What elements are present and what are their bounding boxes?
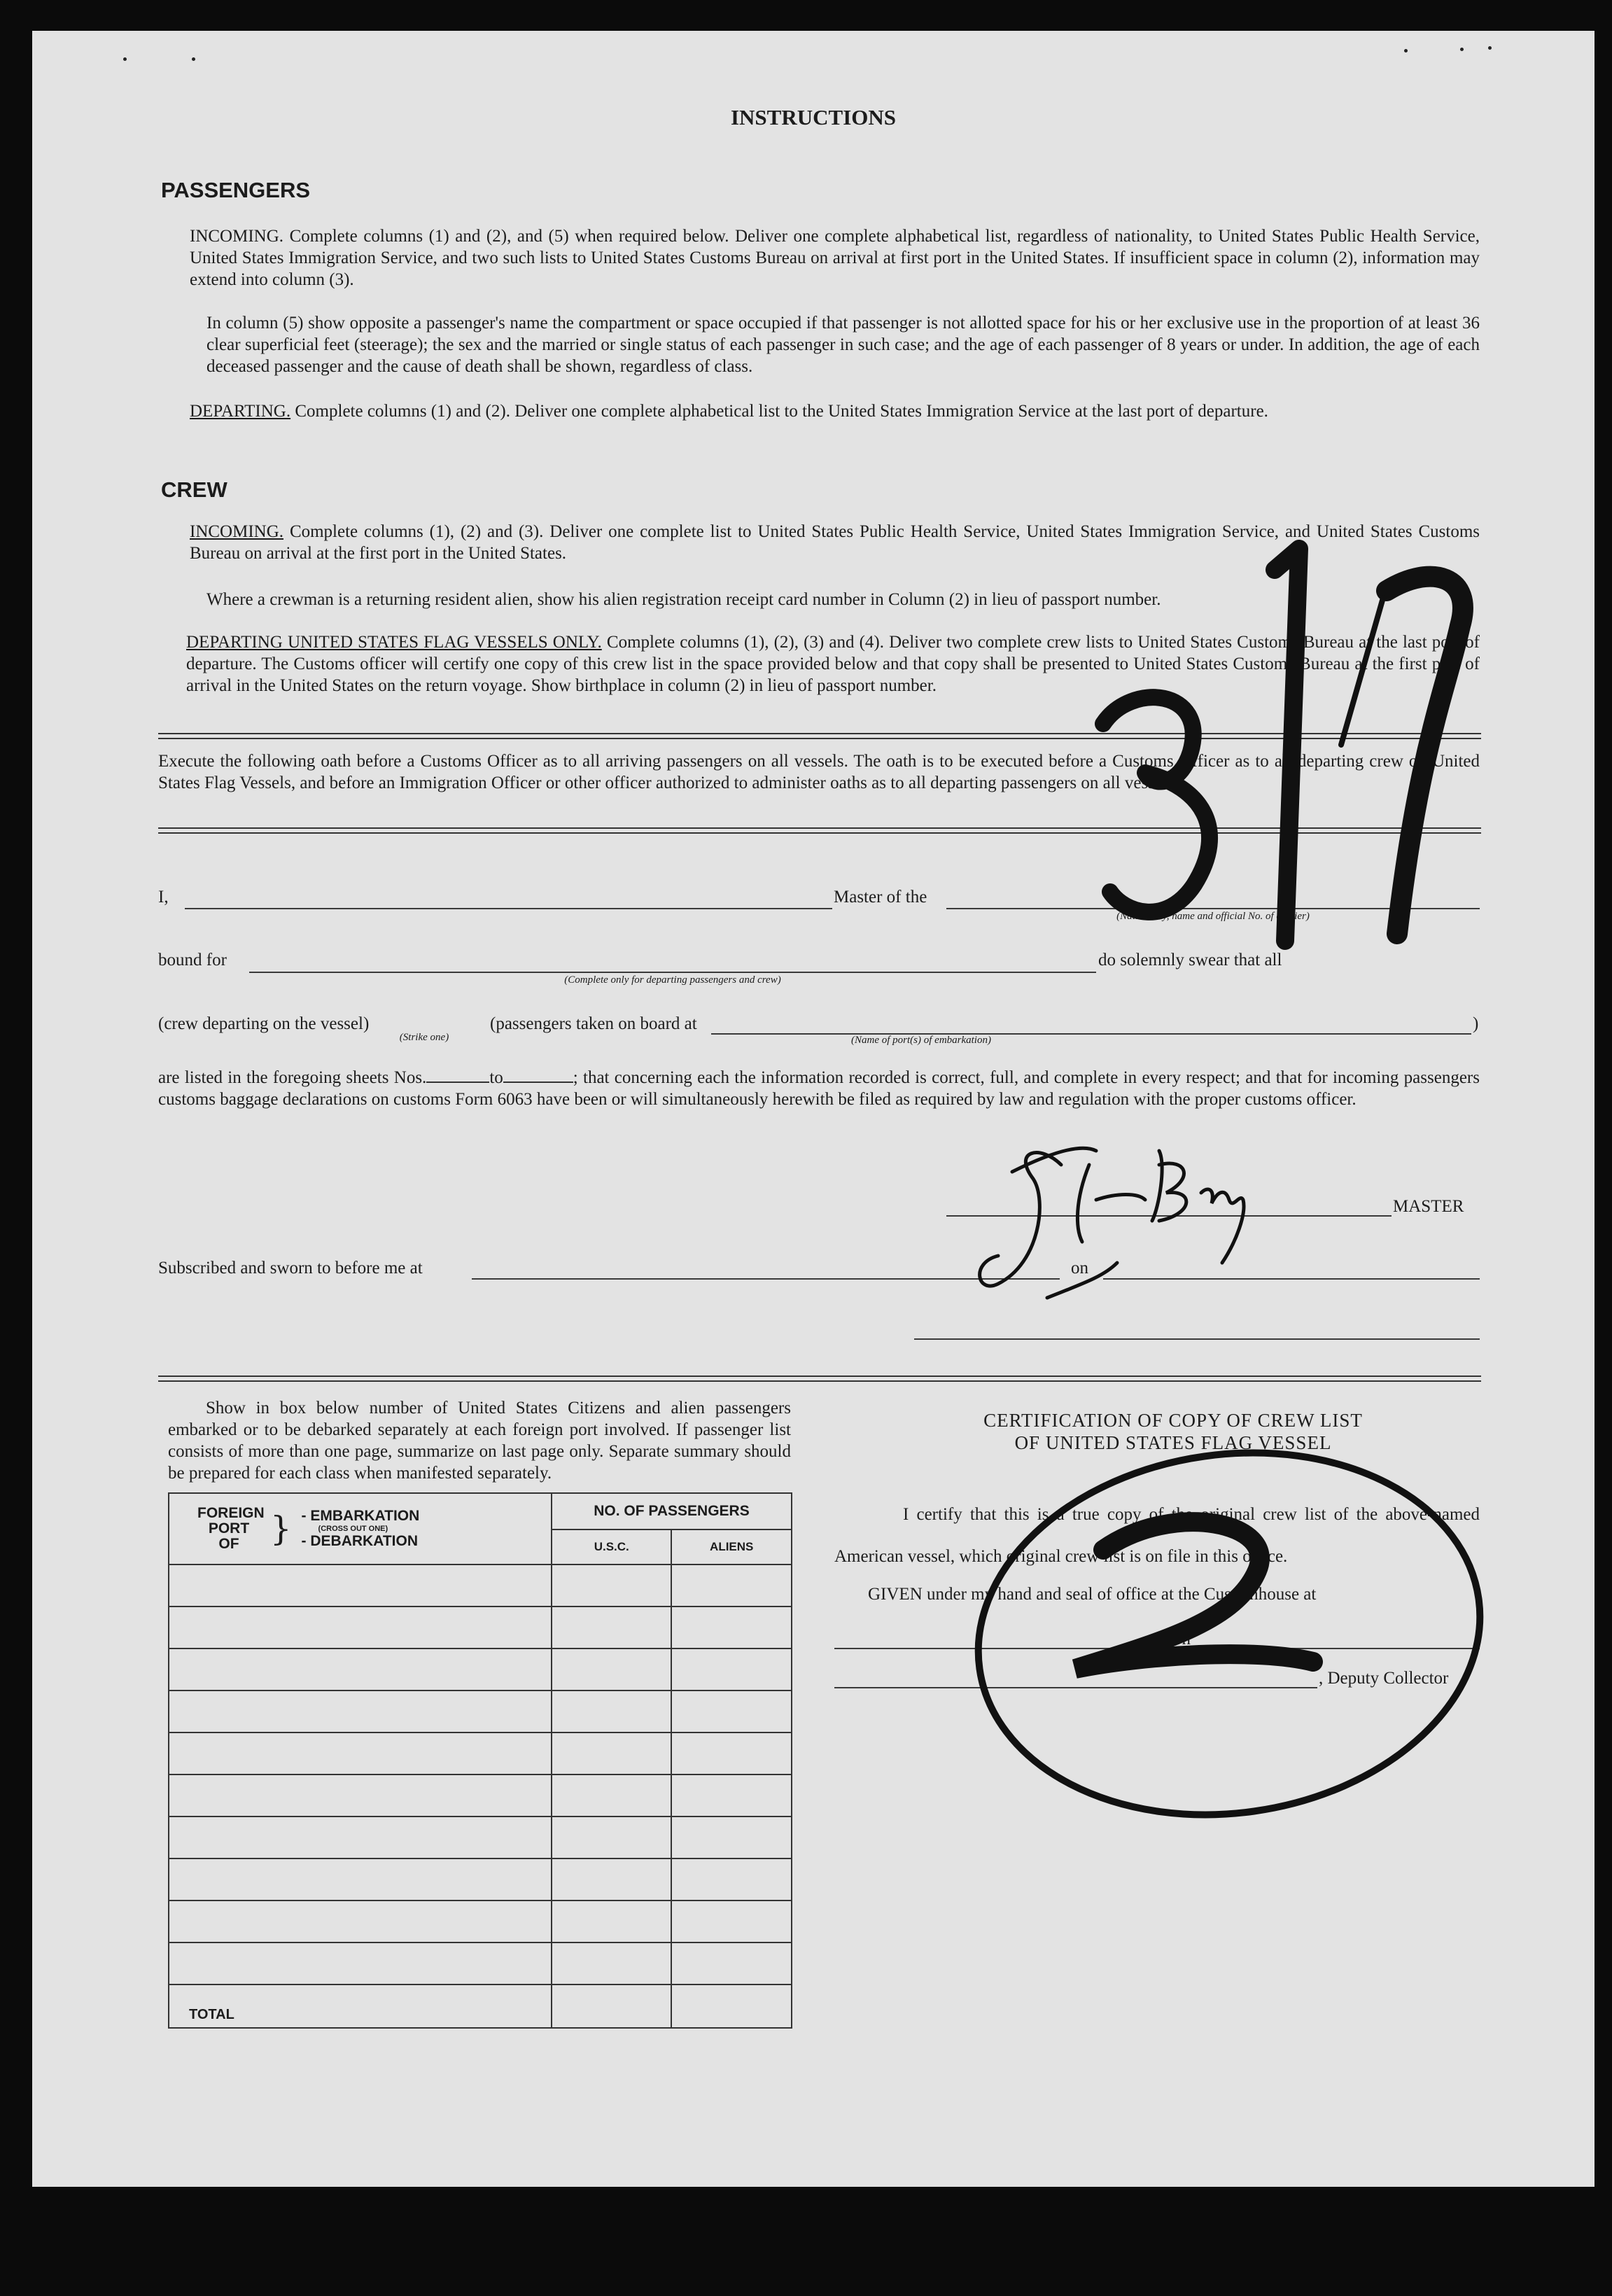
listed-rest: ; that concerning each the information recorded is correct, full, and complete in every respect; and that for incoming passengers customs baggage declarations on customs Form 6063 have been or will simultaneously herewith be filed as required by law and regulation with the proper customs officer. [158,1068,1480,1109]
signature-image [956,1123,1278,1305]
usc-cell[interactable] [552,1942,671,1984]
oath-intro: Execute the following oath before a Customs Officer as to all arriving passengers on all vessels. The oath is to be executed before a Customs Officer as to all departing crew on United States Flag Vessels, and before an Immigration Officer or other officer authorized to administer oaths as to all departing passengers on all vessels. [158,752,1480,792]
aliens-total-cell[interactable] [671,1984,792,2028]
aliens-cell[interactable] [671,1858,792,1900]
summary-instructions: Show in box below number of United States Citizens and alien passengers embarked or to be debarked separately at each foreign port involved. If passenger list consists of more than one page, summarize on last page only. Separate summary should be prepared for each class when manifested separately. [168,1399,791,1483]
port-cell[interactable] [169,1858,552,1900]
sheet-from-field[interactable] [426,1069,489,1083]
divider [158,1376,1481,1382]
foreign-port-label: FOREIGN PORT OF [197,1505,265,1552]
usc-cell[interactable] [552,1564,671,1606]
master-label: MASTER [1393,1197,1464,1216]
aliens-header: ALIENS [671,1530,792,1564]
passengers-incoming-paragraph [190,225,1480,290]
master-of-label: Master of the [834,888,927,906]
given-text: GIVEN under my hand and seal of office at the Customhouse at [868,1585,1317,1604]
certification-title-1: CERTIFICATION OF COPY OF CREW LIST [983,1410,1363,1431]
aliens-cell[interactable] [671,1564,792,1606]
crew-departing-option: (crew departing on the vessel) [158,1014,370,1033]
certify-text: I certify that this is a true copy of the original crew list of the above-named American vessel, which original crew list is on file in this office. [834,1505,1480,1566]
aliens-cell[interactable] [671,1942,792,1984]
port-cell[interactable] [169,1690,552,1732]
port-cell[interactable] [169,1816,552,1858]
bound-for-field[interactable] [249,972,1096,973]
listed-paragraph [158,1067,1480,1110]
usc-cell[interactable] [552,1816,671,1858]
port-cell[interactable] [169,1942,552,1984]
no-passengers-header: NO. OF PASSENGERS [552,1493,792,1530]
passengers-incoming-text: Complete columns (1) and (2), and (5) when required below. Deliver one complete alphabetical list, regardless of nationality, to United States Public Health Service, United States Immigration Service, and two such lists to United States Customs Bureau on arrival at first port in the United States. If insufficient space in column (2), information may extend into column (3). [190,227,1480,289]
passengers-incoming-label: INCOMING. [190,227,284,246]
strike-caption: (Strike one) [399,1032,449,1043]
port-cell[interactable] [169,1648,552,1690]
passengers-departing-text: Complete columns (1) and (2). Deliver one complete alphabetical list to the United States Immigration Service at the last port of departure. [295,402,1268,421]
passenger-summary-table [168,1492,792,2029]
complete-caption: (Complete only for departing passengers and crew) [564,974,781,986]
scan-speck [1404,49,1408,52]
port-cell[interactable] [169,1732,552,1774]
aliens-cell[interactable] [671,1606,792,1648]
handwritten-number-mark [1068,521,1502,955]
usc-total-cell[interactable] [552,1984,671,2028]
scan-speck [1460,48,1464,51]
aliens-cell[interactable] [671,1816,792,1858]
certification-title-2: OF UNITED STATES FLAG VESSEL [1014,1432,1332,1453]
given-on-label: on [1173,1630,1191,1648]
listed-text: are listed in the foregoing sheets Nos. [158,1068,427,1087]
usc-header: U.S.C. [552,1530,671,1564]
scan-speck [123,57,127,61]
usc-cell[interactable] [552,1900,671,1942]
close-paren: ) [1473,1014,1479,1033]
scan-speck [192,57,195,61]
bound-for-label: bound for [158,951,227,969]
crew-incoming-label: INCOMING. [190,522,284,541]
passengers-column5-paragraph: In column (5) show opposite a passenger's name the compartment or space occupied if that passenger is not allotted space for his or her exclusive use in the proportion of at least 36 clear superficial feet (steerage); the sex and the married or single status of each passenger in such case; and the age of each passenger of 8 years or under. In addition, the age of each deceased passenger and the cause of death shall be shown, regardless of class. [206,314,1480,376]
crew-heading: CREW [161,477,227,502]
total-label: TOTAL [169,1984,552,2028]
oath-i-label: I, [158,888,169,906]
master-name-field[interactable] [185,908,832,909]
usc-cell[interactable] [552,1774,671,1816]
port-cell[interactable] [169,1900,552,1942]
port-cell[interactable] [169,1564,552,1606]
scan-speck [1488,46,1492,50]
passengers-departing-paragraph [190,400,1480,422]
crew-resident-paragraph: Where a crewman is a returning resident alien, show his alien registration receipt card number in Column (2) in lieu of passport number. [206,590,1161,609]
aliens-cell[interactable] [671,1648,792,1690]
subscribed-label: Subscribed and sworn to before me at [158,1259,423,1278]
aliens-cell[interactable] [671,1774,792,1816]
crew-departing-text: Complete columns (1), (2), (3) and (4). Deliver two complete crew lists to United States Customs Bureau at the last port of departure. The Customs officer will certify one copy of this crew list in the space provided below and that copy shall be presented to United States Customs Bureau at the first port of arrival in the United States on the return voyage. Show birthplace in column (2) in lieu of passport number. [186,633,1480,695]
ports-caption: (Name of port(s) of embarkation) [851,1035,991,1046]
crew-incoming-text: Complete columns (1), (2) and (3). Deliver one complete list to United States Public Health Service, United States Immigration Service, and United States Customs Bureau on arrival at the first port in the United States. [190,522,1480,563]
port-cell[interactable] [169,1774,552,1816]
port-header-cell [169,1493,552,1564]
usc-cell[interactable] [552,1732,671,1774]
usc-cell[interactable] [552,1648,671,1690]
debarkation-label: - DEBARKATION [301,1533,418,1549]
page-title: INSTRUCTIONS [730,105,896,130]
swear-text: do solemnly swear that all [1098,951,1282,969]
cross-out-note: (CROSS OUT ONE) [318,1525,388,1533]
deputy-collector-label: , Deputy Collector [1319,1669,1449,1688]
passengers-heading: PASSENGERS [161,178,311,202]
nationality-caption: (Nationality, name and official No. of carrier) [1116,911,1310,922]
officer-signature-line[interactable] [914,1338,1480,1340]
embarkation-label: - EMBARKATION [301,1508,420,1524]
usc-cell[interactable] [552,1858,671,1900]
sheet-to-field[interactable] [503,1069,573,1083]
subscribed-on-label: on [1071,1259,1088,1278]
passengers-taken-option: (passengers taken on board at [490,1014,697,1033]
form-sheet [32,31,1595,2187]
crew-departing-label: DEPARTING UNITED STATES FLAG VESSELS ONLY. [186,633,602,652]
port-cell[interactable] [169,1606,552,1648]
to-word: to [489,1068,503,1087]
aliens-cell[interactable] [671,1732,792,1774]
passengers-departing-label: DEPARTING. [190,402,291,421]
usc-cell[interactable] [552,1606,671,1648]
brace: } [270,1509,292,1548]
circled-number-mark [963,1438,1495,1830]
aliens-cell[interactable] [671,1690,792,1732]
usc-cell[interactable] [552,1690,671,1732]
aliens-cell[interactable] [671,1900,792,1942]
